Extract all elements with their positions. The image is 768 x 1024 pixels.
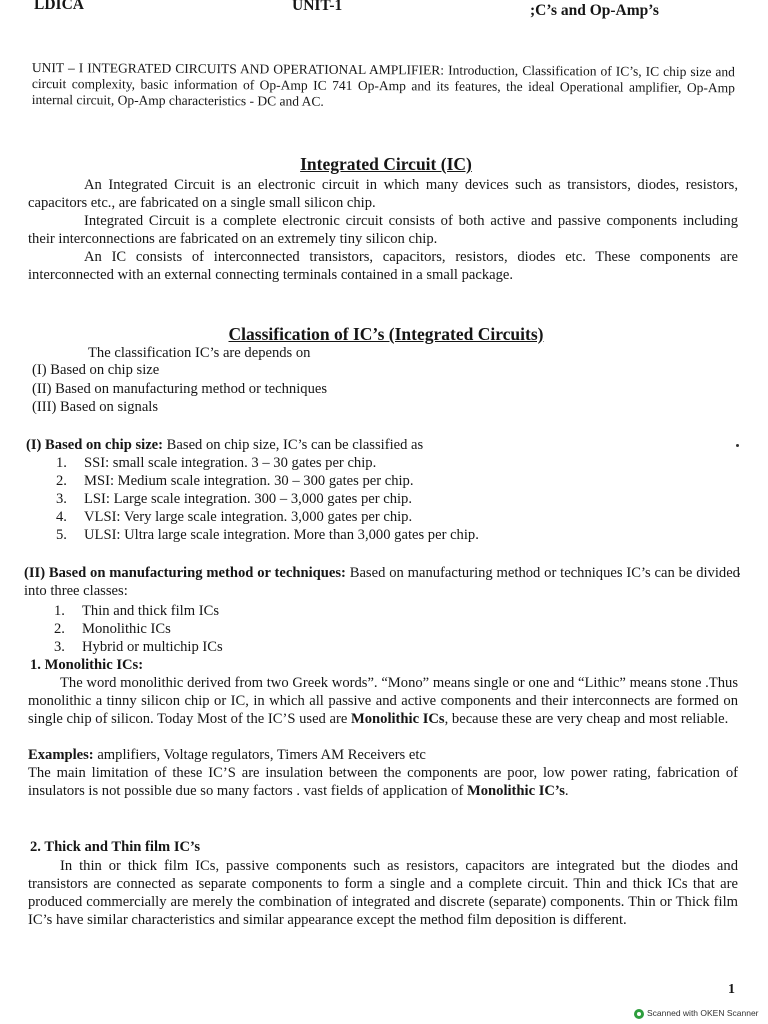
manufacturing-heading xyxy=(24,564,740,600)
header-unit-label: UNIT-1 xyxy=(292,0,343,14)
ic-paragraph: An Integrated Circuit is an electronic circuit in which many devices such as transistors, diodes, resistors, capacitors etc., are fabricated on a single small silicon chip. xyxy=(28,177,738,211)
examples-label: Examples: xyxy=(28,747,94,763)
list-item: 1. Thin and thick film ICs xyxy=(54,603,220,619)
ic-paragraph: An IC consists of interconnected transistors, capacitors, resistors, diodes etc. These components are interconnected with an external connecting terminals contained in a small package. xyxy=(28,249,738,283)
manufacturing-heading-rest: Based on manufacturing method or techniques IC’s can be divided into three classes: xyxy=(24,565,740,599)
manufacturing-list xyxy=(54,602,223,656)
classification-basis-item: (I) Based on chip size xyxy=(32,362,160,378)
monolithic-examples xyxy=(28,746,426,764)
list-item: 2. Monolithic ICs xyxy=(54,621,171,637)
list-item: 1. SSI: small scale integration. 3 – 30 gates per chip. xyxy=(56,455,377,471)
chip-size-list xyxy=(56,454,479,544)
page-number: 1 xyxy=(728,982,735,997)
list-item: 3. Hybrid or multichip ICs xyxy=(54,639,223,655)
chip-size-heading-bold: (I) Based on chip size: xyxy=(26,437,164,453)
syllabus-paragraph: UNIT – I INTEGRATED CIRCUITS AND OPERATIONAL AMPLIFIER: Introduction, Classification of IC’s, IC chip size and circuit complexity, basic information of Op-Amp IC 741 Op-Amp and its features, the ideal Operational amplifier, Op-Amp internal circuit, Op-Amp characteristics - DC and AC. xyxy=(31,60,735,109)
chip-size-heading-rest: Based on chip size, IC’s can be classified as xyxy=(163,437,424,453)
list-item: 3. LSI: Large scale integration. 300 – 3,000 gates per chip. xyxy=(56,491,412,507)
list-item: 5. ULSI: Ultra large scale integration. More than 3,000 gates per chip. xyxy=(56,527,479,543)
header-left-label: LDICA xyxy=(34,0,84,13)
section-title-integrated-circuit: Integrated Circuit (IC) xyxy=(300,154,472,174)
classification-intro: The classification IC’s are depends on xyxy=(88,345,311,361)
section-title-classification: Classification of IC’s (Integrated Circuits) xyxy=(228,324,544,344)
monolithic-heading: 1. Monolithic ICs: xyxy=(30,657,144,673)
monolithic-paragraph: The word monolithic derived from two Greek words”. “Mono” means single or one and “Lithic” means stone .Thus monolithic a tinny silicon chip or IC, in which all passive and active components and their interconnects are formed on single chip of silicon. Today Most of the IC’S used are Monolithic ICs, because these are very cheap and most reliable. xyxy=(28,675,738,727)
thick-thin-paragraph: In thin or thick film ICs, passive components such as resistors, capacitors are integrated but the diodes and transistors are connected as separate components to form a single and a complete circuit. Thin and thick ICs that are produced commercially are merely the combination of integrated and discrete (separate) components. Thin or Thick film IC’s have similar characteristics and similar appearance except the method film deposition is different. xyxy=(28,858,738,928)
examples-text: amplifiers, Voltage regulators, Timers AM Receivers etc xyxy=(93,747,426,763)
chip-size-heading xyxy=(26,436,423,454)
list-item: 2. MSI: Medium scale integration. 30 – 300 gates per chip. xyxy=(56,473,414,489)
classification-basis-item: (III) Based on signals xyxy=(32,399,159,415)
scanner-watermark: Scanned with OKEN Scanner xyxy=(634,1008,759,1019)
monolithic-limitations: The main limitation of these IC’S are insulation between the components are poor, low power rating, fabrication of insulators is not possible due so many factors . vast fields of application of Monolithic IC’s. xyxy=(28,765,738,799)
header-topic-label: ;C’s and Op-Amp’s xyxy=(530,2,659,19)
scanner-logo-icon xyxy=(634,1009,644,1019)
list-item: 4. VLSI: Very large scale integration. 3,000 gates per chip. xyxy=(56,509,413,525)
scan-speck xyxy=(736,444,739,447)
classification-basis-item: (II) Based on manufacturing method or techniques xyxy=(32,381,328,397)
thick-thin-heading: 2. Thick and Thin film IC’s xyxy=(30,839,201,855)
manufacturing-heading-bold: (II) Based on manufacturing method or techniques: xyxy=(24,565,346,581)
ic-paragraph: Integrated Circuit is a complete electronic circuit consists of both active and passive components including their interconnections are fabricated on an extremely tiny silicon chip. xyxy=(28,213,738,247)
